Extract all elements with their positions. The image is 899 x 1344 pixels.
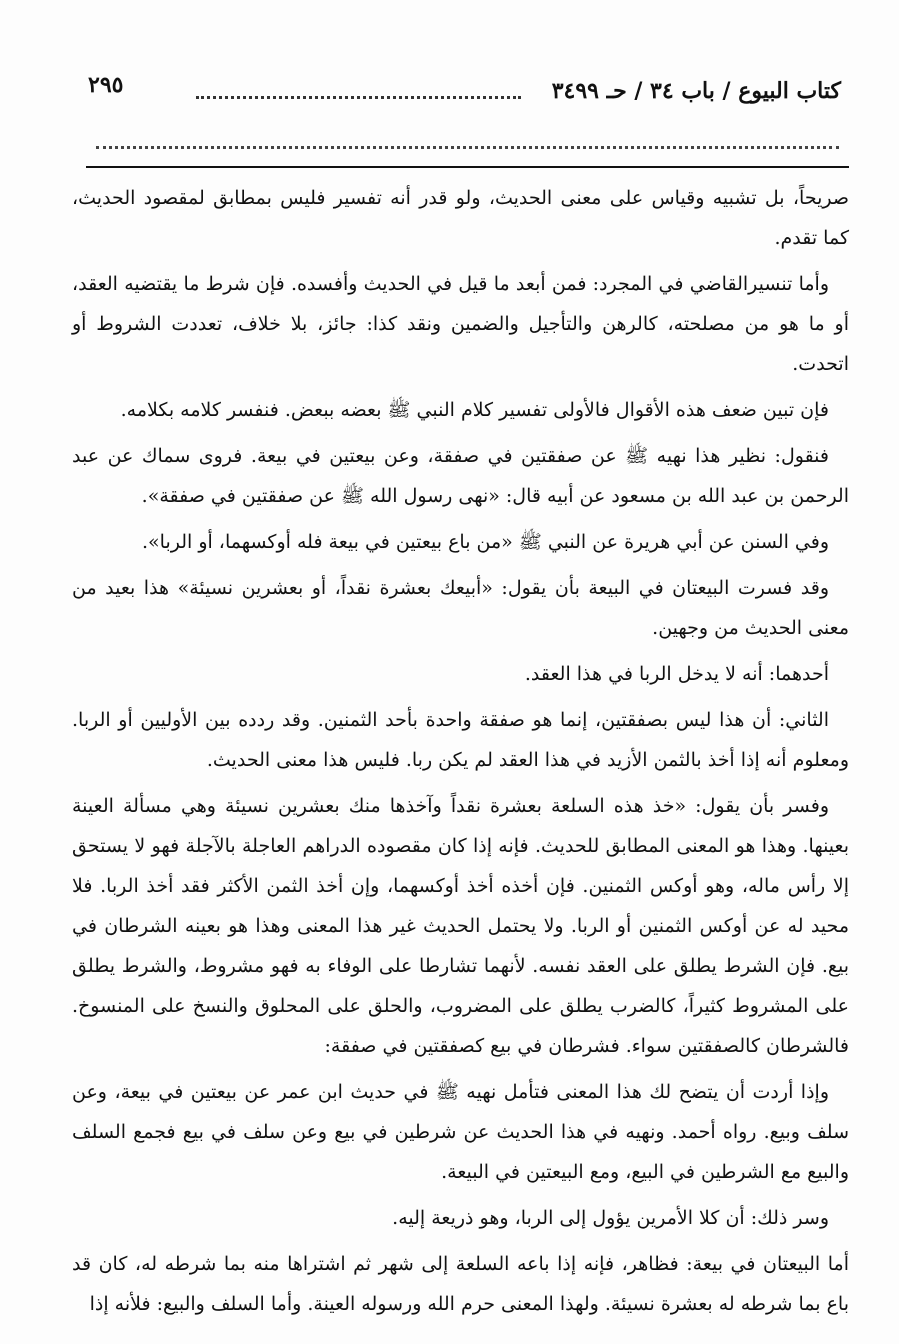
paragraph-4: فنقول: نظير هذا نهيه ﷺ عن صفقتين في صفقة، وعن بيعتين في بيعة. فروى سماك عن عبد الرحمن بن عبد الله بن مسعود عن أبيه قال: «نهى رسول الله ﷺ عن صفقتين في صفقة».	[72, 445, 849, 507]
paragraph-9: وفسر بأن يقول: «خذ هذه السلعة بعشرة نقداً وآخذها منك بعشرين نسيئة وهي مسألة العينة بعينها. وهذا هو المعنى المطابق للحديث. فإنه إذا كان مقصوده الدراهم العاجلة بالآجلة فهو لا يستحق إلا رأس ماله، وهو أوكس الثمنين. فإن أخذه أخذ أوكسهما، وإن أخذ الثمن الأكثر فقد أخذ الربا. فلا محيد له عن أوكس الثمنين أو الربا. ولا يحتمل الحديث غير هذا المعنى وهذا هو بعينه الشرطان في بيع. فإن الشرط يطلق على العقد نفسه. لأنهما تشارطا على الوفاء به فهو مشروط، والشرط يطلق على المشروط كثيراً، كالضرب يطلق على المضروب، والحلق على المحلوق والنسخ على المنسوخ. فالشرطان كالصفقتين سواء. فشرطان في بيع كصفقتين في صفقة:	[72, 795, 849, 1057]
paragraph-2: وأما تنسيرالقاضي في المجرد: فمن أبعد ما قيل في الحديث وأفسده. فإن شرط ما يقتضيه العقد، أو ما هو من مصلحته، كالرهن والتأجيل والضمين ونقد كذا: جائز، بلا خلاف، تعددت الشروط أو اتحدت.	[72, 273, 849, 375]
paragraph-1: صريحاً، بل تشبيه وقياس على معنى الحديث، ولو قدر أنه تفسير فليس بمطابق لمقصود الحديث، كما تقدم.	[72, 187, 849, 249]
dotted-separator	[96, 146, 839, 149]
paragraph-10: وإذا أردت أن يتضح لك هذا المعنى فتأمل نهيه ﷺ في حديث ابن عمر عن بيعتين في بيعة، وعن سلف وبيع. رواه أحمد. ونهيه في هذا الحديث عن شرطين في بيع وعن سلف في بيع فجمع السلف والبيع مع الشرطين في البيع، ومع البيعتين في البيعة.	[72, 1081, 849, 1183]
header-title: كتاب البيوع / باب ٣٤ / حـ ٣٤٩٩	[551, 78, 841, 104]
paragraph-3: فإن تبين ضعف هذه الأقوال فالأولى تفسير كلام النبي ﷺ بعضه ببعض. فنفسر كلامه بكلامه.	[120, 399, 829, 421]
paragraph-8: الثاني: أن هذا ليس بصفقتين، إنما هو صفقة واحدة بأحد الثمنين. وقد ردده بين الأوليين أو الربا. ومعلوم أنه إذا أخذ بالثمن الأزيد في هذا العقد لم يكن ربا. فليس هذا معنى الحديث.	[72, 709, 849, 771]
body-text	[72, 178, 849, 1330]
paragraph-6: وقد فسرت البيعتان في البيعة بأن يقول: «أبيعك بعشرة نقداً، أو بعشرين نسيئة» هذا بعيد من معنى الحديث من وجهين.	[72, 577, 849, 639]
horizontal-rule	[86, 166, 849, 168]
header-leader-dots	[196, 96, 521, 99]
paragraph-5: وفي السنن عن أبي هريرة عن النبي ﷺ «من باع بيعتين في بيعة فله أوكسهما، أو الربا».	[141, 531, 829, 553]
page-number: ٢٩٥	[88, 72, 124, 98]
paragraph-12: أما البيعتان في بيعة: فظاهر، فإنه إذا باعه السلعة إلى شهر ثم اشتراها منه بما شرطه له، كان قد باع بما شرطه له بعشرة نسيئة. ولهذا المعنى حرم الله ورسوله العينة. وأما السلف والبيع: فلأنه إذا	[72, 1253, 849, 1315]
running-header	[88, 68, 841, 112]
paragraph-11: وسر ذلك: أن كلا الأمرين يؤول إلى الربا، وهو ذريعة إليه.	[392, 1207, 829, 1229]
paragraph-7: أحدهما: أنه لا يدخل الربا في هذا العقد.	[524, 663, 829, 685]
